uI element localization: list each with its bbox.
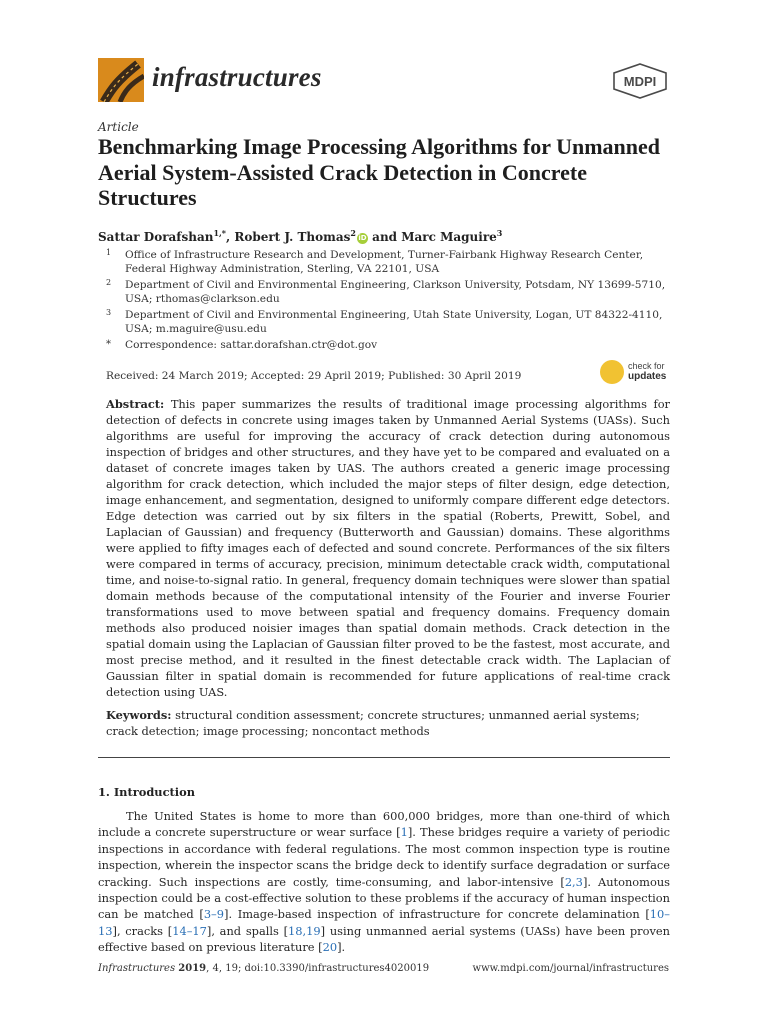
citation-link[interactable]: 3–9 (203, 907, 225, 922)
keywords: Keywords: structural condition assessment; concrete structures; unmanned aerial systems; crack detection; image processing; noncontact methods (106, 708, 640, 738)
divider (98, 757, 670, 758)
correspondence: * Correspondence: sattar.dorafshan.ctr@dot.gov (106, 339, 378, 351)
article-type: Article (98, 120, 139, 134)
author-2[interactable]: Robert J. Thomas$^2$ (234, 228, 356, 244)
road-logo-icon (98, 58, 144, 102)
paper-title: Benchmarking Image Processing Algorithms for Unmanned Aerial System-Assisted Crack Detection in Concrete Structures (98, 134, 661, 210)
citation-link[interactable]: 18,19 (288, 923, 321, 938)
citation-link[interactable]: 1 (400, 825, 408, 840)
citation-link[interactable]: 10–13 (98, 907, 670, 938)
footer-citation: Infrastructures 2019, 4, 19; doi:10.3390/infrastructures4020019 (98, 963, 430, 974)
section-heading-introduction: 1. Introduction (98, 785, 195, 799)
footer-url[interactable]: www.mdpi.com/journal/infrastructures (472, 963, 669, 974)
journal-name: infrastructures (152, 62, 322, 92)
orcid-icon[interactable]: iD (358, 234, 367, 242)
citation-link[interactable]: 2,3 (564, 874, 583, 889)
author-1[interactable]: Sattar Dorafshan$^{1,*}$ (98, 228, 226, 244)
abstract: Abstract: This paper summarizes the results of traditional image processing algorithms for detection of defects in concrete using images taken by Unmanned Aerial Systems (UASs). Such algorithms are useful for improving the accuracy of crack detection during autonomous inspection of bridges and other structures, and they have yet to be compared and evaluated on a dataset of concrete images taken by UAS. The authors created a generic image processing algorithm for crack detection, which included the major steps of filter design, edge detection, image enhancement, and segmentation, designed to uniformly compare different edge detectors. Edge detection was carried out by six filters in the spatial (Roberts, Prewitt, Sobel, and Laplacian of Gaussian) and frequency (Butterworth and Gaussian) domains. These algorithms were applied to fifty images each of defected and sound concrete. Performances of the six filters were compared in terms of accuracy, precision, minimum detectable crack width, computational time, and noise-to-signal ratio. In general, frequency domain techniques were slower than spatial domain methods because of the computational intensity of the Fourier and inverse Fourier transformations used to move between spatial and frequency domains. Frequency domain methods also produced noisier images than spatial domain methods. Crack detection in the spatial domain using the Laplacian of Gaussian filter proved to be the fastest, most accurate, and most precise method, and it resulted in the finest detectable crack width. The Laplacian of Gaussian filter in spatial domain is recommended for future applications of real-time crack detection using UAS. (106, 397, 670, 699)
affiliation-2: 2 Department of Civil and Environmental Engineering, Clarkson University, Potsdam, NY 13699-5710, USA; rthomas@clarkson.edu (106, 278, 666, 305)
author-3[interactable]: Marc Maguire$^3$ (401, 228, 503, 244)
introduction-paragraph: The United States is home to more than 600,000 bridges, more than one-third of which include a concrete superstructure or wear surface [1]. These bridges require a variety of periodic inspections in accordance with federal regulations. The most common inspection type is routine inspection, wherein the inspector scans the bridge deck to identify surface degradation or surface cracking. Such inspections are costly, time-consuming, and labor-intensive [2,3]. Autonomous inspection could be a cost-effective solution to these problems if the accuracy of human inspection can be matched [3–9]. Image-based inspection of infrastructure for concrete delamination [10–13], cracks [14–17], and spalls [18,19] using unmanned aerial systems (UASs) have been proven effective based on previous literature [20]. (98, 809, 671, 955)
check-for-updates-badge[interactable]: check for updates (600, 360, 672, 386)
check-updates-icon (600, 360, 624, 384)
mdpi-logo (612, 63, 668, 99)
citation-link[interactable]: 14–17 (172, 923, 207, 938)
affiliation-3: 3 Department of Civil and Environmental Engineering, Utah State University, Logan, UT 84322-4110, USA; m.maguire@usu.edu (106, 308, 663, 335)
citation-link[interactable]: 20 (322, 940, 338, 955)
publication-dates: Received: 24 March 2019; Accepted: 29 April 2019; Published: 30 April 2019 (106, 370, 522, 382)
author-list: Sattar Dorafshan$^{1,*}$, Robert J. Thomas$^2$ iD and Marc Maguire$^3$ (98, 228, 503, 244)
mdpi-logo-text: MDPI (623, 74, 657, 89)
affiliation-1: 1 Office of Infrastructure Research and Development, Turner-Fairbank Highway Research Center, Federal Highway Administration, Sterling, VA 22101, USA (106, 248, 644, 275)
affiliations (98, 248, 678, 354)
